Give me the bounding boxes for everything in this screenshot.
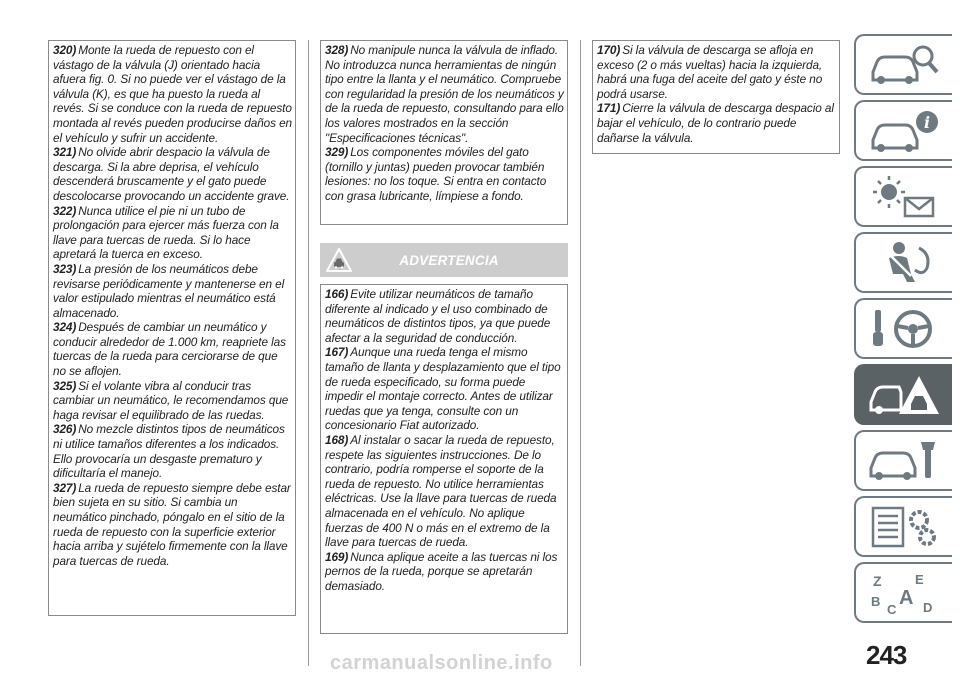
note-item <box>325 287 564 345</box>
warning-box <box>320 284 568 634</box>
note-item <box>325 433 564 550</box>
svg-text:B: B <box>871 593 881 609</box>
note-text: Aunque una rueda tenga el mismo tamaño de llanta y desplazamiento que el tipo de rueda especificado, su forma puede impedir el montaje correcto. Antes de utilizar ruedas que ya tenga, consulte con un concesionario Fiat autorizado. <box>325 345 561 433</box>
notes-box-column-2-top <box>320 40 568 225</box>
svg-text:i: i <box>923 112 931 132</box>
tab-safety[interactable] <box>854 232 952 293</box>
note-number: 320) <box>53 43 77 57</box>
note-item <box>53 320 292 378</box>
note-text: Después de cambiar un neumático y conducir alrededor de 1.000 km, reapriete las tuercas de la rueda para cerciorarse de que no se aflojen. <box>53 320 286 379</box>
note-text: Nunca aplique aceite a las tuercas ni los pernos de la rueda, porque se apretarán demasiado. <box>325 549 558 593</box>
note-text: La presión de los neumáticos debe revisarse periódicamente y mantenerse en el valor estipulado mientras el neumático está almacenado. <box>53 261 285 320</box>
notes-box-column-3 <box>592 40 840 154</box>
note-item <box>53 422 292 480</box>
car-warning-icon <box>326 247 352 273</box>
svg-text:C: C <box>887 601 897 616</box>
column-divider <box>580 40 581 666</box>
note-text: No mezcle distintos tipos de neumáticos ni utilice tamaños diferentes a los indicados. Ello provocaría un desgaste prematuro y dificultaría el manejo. <box>53 422 285 481</box>
note-text: Si el volante vibra al conducir tras cambiar un neumático, le recomendamos que haga revisar el equilibrado de las ruedas. <box>53 378 289 422</box>
note-item <box>325 145 564 203</box>
tab-index[interactable] <box>854 562 952 623</box>
note-text: Los componentes móviles del gato (tornillo y juntas) pueden provocar también lesiones: no los toque. Si entra en contacto con grasa lubricante, límpiese a fondo. <box>325 145 547 203</box>
note-text: Si la válvula de descarga se afloja en exceso (2 o más vueltas) hacia la izquierda, habrá una fuga del aceite del gato y éste no podrá usarse. <box>597 43 823 101</box>
note-number: 325) <box>53 378 77 393</box>
tab-maintenance[interactable] <box>854 430 952 491</box>
tab-starting-driving[interactable] <box>854 298 952 359</box>
note-item <box>597 101 836 145</box>
note-number: 169) <box>325 549 349 564</box>
note-number: 321) <box>53 145 77 160</box>
note-number: 322) <box>53 203 77 218</box>
note-item <box>597 43 836 101</box>
watermark: carmanualsonline.info <box>330 652 553 674</box>
chapter-tabs <box>854 34 952 628</box>
note-number: 328) <box>325 43 349 57</box>
note-item <box>53 481 292 569</box>
note-number: 167) <box>325 345 349 360</box>
note-text: Cierre la válvula de descarga despacio al bajar el vehículo, de lo contrario puede dañarse la válvula. <box>597 101 834 145</box>
warning-header <box>320 243 568 277</box>
note-number: 324) <box>53 320 77 335</box>
seatbelt-person-icon <box>867 240 941 286</box>
car-magnifier-icon <box>867 42 941 88</box>
svg-text:D: D <box>923 599 933 615</box>
light-envelope-icon <box>867 174 941 220</box>
note-item <box>325 550 564 594</box>
note-item <box>53 204 292 262</box>
warning-title: ADVERTENCIA <box>399 252 499 268</box>
tab-knowing-vehicle[interactable] <box>854 34 952 95</box>
note-text: No manipule nunca la válvula de inflado. No introduzca nunca herramientas de ningún tipo entre la llanta y el neumático. Compruebe con regularidad la presión de los neumáticos y de la rueda de repuesto, consultando para ello los valores mostrados en la sección "Especificaciones técnicas". <box>325 43 564 145</box>
tab-technical-data[interactable] <box>854 496 952 557</box>
tab-emergency[interactable] <box>854 364 952 425</box>
key-steering-wheel-icon <box>867 306 941 352</box>
note-text: No olvide abrir despacio la válvula de descarga. Si la abre deprisa, el vehículo descenderá bruscamente y el gato puede descolocarse provocando un accidente grave. <box>53 145 290 203</box>
note-text: Al instalar o sacar la rueda de repuesto, respete las siguientes instrucciones. De lo contrario, podría romperse el soporte de la rueda de repuesto. No utilice herramientas eléctricas. Use la llave para tuercas de rueda almacenada en el vehículo. No aplique fuerzas de 400 N o más en el extremo de la llave para tuercas de rueda. <box>325 432 557 550</box>
svg-text:Z: Z <box>873 572 882 589</box>
note-text: La rueda de repuesto siempre debe estar bien sujeta en su sitio. Si cambia un neumático pinchado, póngalo en el sitio de la rueda de repuesto con la superficie exterior hacia arriba y sujételo firmemente con la llave para tuercas de rueda. <box>53 480 291 568</box>
note-number: 327) <box>53 480 77 495</box>
note-item <box>53 43 292 145</box>
note-text: Monte la rueda de repuesto con el vástago de la válvula (J) orientado hacia afuera fig. 0. Si no puede ver el vástago de la válvula (K), es que ha puesto la rueda al revés. Si se conduce con la rueda de repuesto montada al revés pueden producirse daños en el vehículo y sufrir un accidente. <box>53 43 293 145</box>
car-info-icon <box>867 108 941 154</box>
note-item <box>325 345 564 433</box>
note-number: 171) <box>597 101 621 116</box>
note-item <box>325 43 564 145</box>
alphabet-index-icon <box>867 570 941 616</box>
note-number: 168) <box>325 432 349 447</box>
tab-info[interactable] <box>854 100 952 161</box>
note-item <box>53 145 292 203</box>
note-item <box>53 262 292 320</box>
note-number: 326) <box>53 422 77 437</box>
page-number: 243 <box>866 640 907 670</box>
svg-text:E: E <box>915 571 924 587</box>
svg-text:A: A <box>899 586 914 609</box>
car-crash-warning-icon <box>867 372 941 418</box>
tab-lights-messages[interactable] <box>854 166 952 227</box>
note-item <box>53 379 292 423</box>
note-number: 323) <box>53 261 77 276</box>
note-text: Nunca utilice el pie ni un tubo de prolongación para ejercer más fuerza con la llave para tuercas de rueda. Si lo hace apretará la tuerca en exceso. <box>53 203 279 262</box>
list-gears-icon <box>867 504 941 550</box>
note-text: Evite utilizar neumáticos de tamaño diferente al indicado y el uso combinado de neumáticos de distintos tipos, ya que puede afectar a la seguridad de conducción. <box>325 287 551 345</box>
car-wrench-icon <box>867 438 941 484</box>
column-divider <box>308 40 309 666</box>
note-number: 166) <box>325 287 349 301</box>
note-number: 170) <box>597 43 621 57</box>
note-number: 329) <box>325 145 349 160</box>
notes-box-column-1 <box>48 40 296 616</box>
